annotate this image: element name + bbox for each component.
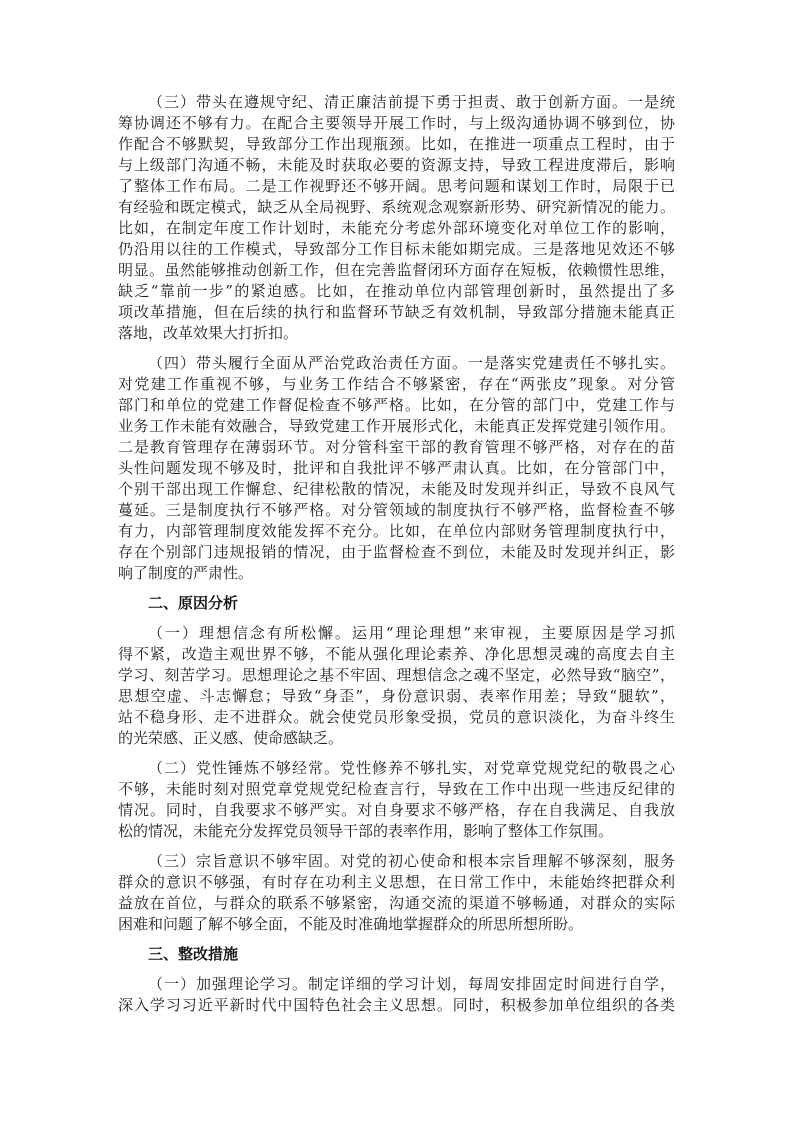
- heading-cause-analysis: 二、原因分析: [148, 594, 239, 612]
- text-line: 项改革措施，但在后续的执行和监督环节缺乏有效机制，导致部分措施未能真正: [118, 303, 675, 321]
- paragraph-ideals-beliefs: [118, 623, 675, 749]
- text-line: 对党建工作重视不够，与业务工作结合不够紧密，存在“两张皮”现象。对分管: [118, 375, 675, 393]
- text-line: 松的情况，未能充分发挥党员领导干部的表率作用，影响了整体工作氛围。: [118, 822, 614, 840]
- text-line: 缺乏“靠前一步”的紧迫感。比如，在推动单位内部管理创新时，虽然提出了多: [118, 282, 675, 300]
- text-line: （二）党性锤炼不够经常。党性修养不够扎实，对党章党规党纪的敬畏之心: [148, 759, 675, 777]
- text-line: 业务工作未能有效融合，导致党建工作开展形式化，未能真正发挥党建引领作用。: [118, 417, 675, 435]
- paragraph-theory-study: [118, 974, 675, 1016]
- text-line: 落地，改革效果大打折扣。: [118, 324, 299, 342]
- text-line: 得不紧，改造主观世界不够，不能从强化理论素养、净化思想灵魂的高度去自主: [118, 645, 675, 663]
- text-line: 与上级部门沟通不畅，未能及时获取必要的资源支持，导致工程进度滞后，影响: [118, 156, 675, 174]
- paragraph-innovation-responsibility: [118, 92, 675, 344]
- text-line: 响了制度的严肃性。: [118, 564, 254, 582]
- text-line: 群众的意识不够强，有时存在功利主义思想，在日常工作中，未能始终把群众利: [118, 873, 675, 891]
- text-line: 个别干部出现工作懈怠、纪律松散的情况，未能及时发现并纠正，导致不良风气: [118, 480, 675, 498]
- text-line: 部门和单位的党建工作督促检查不够严格。比如，在分管的部门中，党建工作与: [118, 396, 675, 414]
- text-line: 益放在首位，与群众的联系不够紧密，沟通交流的渠道不够畅通，对群众的实际: [118, 894, 675, 912]
- text-line: 有经验和既定模式，缺乏从全局视野、系统观念观察新形势、研究新情况的能力。: [118, 198, 675, 216]
- text-line: 困难和问题了解不够全面，不能及时准确地掌握群众的所思所想所盼。: [118, 915, 584, 933]
- text-line: 不够，未能时刻对照党章党规党纪检查言行，导致在工作中出现一些违反纪律的: [118, 780, 675, 798]
- text-line: （三）宗旨意识不够牢固。对党的初心使命和根本宗旨理解不够深刻，服务: [148, 852, 675, 870]
- document-body: [118, 92, 675, 1025]
- text-line: （三）带头在遵规守纪、清正廉洁前提下勇于担责、敢于创新方面。一是统: [148, 93, 675, 111]
- text-line: 筹协调还不够有力。在配合主要领导开展工作时，与上级沟通协调不够到位，协: [118, 114, 675, 132]
- text-line: 了整体工作布局。二是工作视野还不够开阔。思考问题和谋划工作时，局限于已: [118, 177, 675, 195]
- heading-rectification-measures: 三、整改措施: [148, 945, 239, 963]
- text-line: 学习、刻苦学习。思想理论之基不牢固、理想信念之魂不坚定，必然导致“脑空”，: [118, 666, 675, 684]
- text-line: 站不稳身形、走不进群众。就会使党员形象受损，党员的意识淡化，为奋斗终生: [118, 708, 675, 726]
- text-line: 头性问题发现不够及时，批评和自我批评不够严肃认真。比如，在分管部门中，: [118, 459, 675, 477]
- text-line: 深入学习习近平新时代中国特色社会主义思想。同时，积极参加单位组织的各类: [118, 996, 675, 1014]
- paragraph-party-spirit: [118, 758, 675, 842]
- paragraph-party-governance: [118, 353, 675, 584]
- text-line: 情况。同时，自我要求不够严实。对自身要求不够严格，存在自我满足、自我放: [118, 801, 675, 819]
- text-line: 二是教育管理存在薄弱环节。对分管科室干部的教育管理不够严格，对存在的苗: [118, 438, 675, 456]
- text-line: 的光荣感、正义感、使命感缺乏。: [118, 729, 344, 747]
- paragraph-purpose-awareness: [118, 851, 675, 935]
- text-line: 存在个别部门违规报销的情况，由于监督检查不到位，未能及时发现并纠正，影: [118, 543, 675, 561]
- text-line: 明显。虽然能够推动创新工作，但在完善监督闭环方面存在短板，依赖惯性思维，: [118, 261, 675, 279]
- text-line: 作配合不够默契，导致部分工作出现瓶颈。比如，在推进一项重点工程时，由于: [118, 135, 675, 153]
- text-line: 仍沿用以往的工作模式，导致部分工作目标未能如期完成。三是落地见效还不够: [118, 240, 675, 258]
- text-line: （一）理想信念有所松懈。运用“理论理想”来审视，主要原因是学习抓: [148, 624, 675, 642]
- text-line: （四）带头履行全面从严治党政治责任方面。一是落实党建责任不够扎实。: [148, 354, 675, 372]
- text-line: 比如，在制定年度工作计划时，未能充分考虑外部环境变化对单位工作的影响，: [118, 219, 675, 237]
- text-line: 有力，内部管理制度效能发挥不充分。比如，在单位内部财务管理制度执行中，: [118, 522, 675, 540]
- text-line: 蔓延。三是制度执行不够严格。对分管领域的制度执行不够严格，监督检查不够: [118, 501, 675, 519]
- text-line: （一）加强理论学习。制定详细的学习计划，每周安排固定时间进行自学，: [148, 975, 675, 993]
- text-line: 思想空虚、斗志懈怠；导致“身歪”，身份意识弱、表率作用差；导致“腿软”，: [118, 687, 675, 705]
